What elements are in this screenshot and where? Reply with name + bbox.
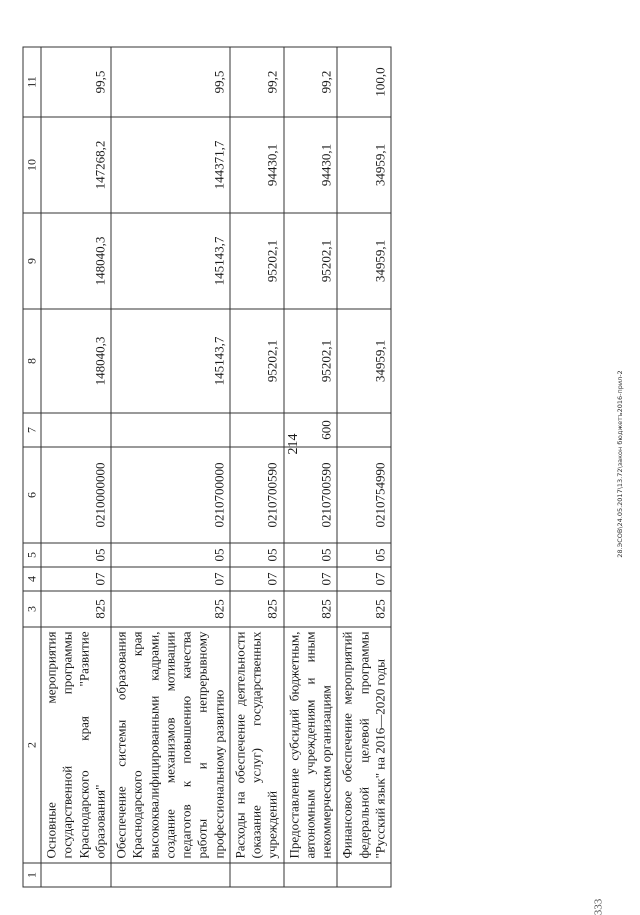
header-cell: 7 [23,413,41,447]
row-ved: 825 [284,591,338,627]
row-pr: 05 [230,543,284,567]
row-csr: 0210000000 [41,447,111,543]
header-cell: 9 [23,213,41,309]
table-row [230,47,284,887]
row-isp: 94430,1 [284,117,338,213]
row-rz: 07 [284,567,338,591]
row-rz: 07 [111,567,230,591]
row-utv: 95202,1 [230,213,284,309]
row-rz: 07 [337,567,391,591]
corner-mark: 333 [591,898,604,915]
row-pct: 99,5 [41,47,111,117]
header-cell: 5 [23,543,41,567]
row-number [111,863,230,887]
row-ved: 825 [230,591,284,627]
row-number [41,863,111,887]
table-row [111,47,230,887]
row-pct: 99,2 [284,47,338,117]
header-cell: 3 [23,591,41,627]
row-name: Обеспечение системы образования Краснодарского края высококвалифицированными кадрами, создание механизмов мотивации педагогов к повышению качества работы и непрерывному профессиональному развитию [111,627,230,863]
row-pr: 05 [284,543,338,567]
header-cell: 1 [23,863,41,887]
header-cell: 6 [23,447,41,543]
row-utv: 145143,7 [111,213,230,309]
page-number: 214 [286,433,301,455]
row-pct: 99,5 [111,47,230,117]
table-row [41,47,111,887]
table-row [337,47,391,887]
budget-table-container [23,48,558,888]
table-row [284,47,338,887]
row-plan: 148040,3 [41,309,111,413]
row-rz: 07 [41,567,111,591]
row-pct: 99,2 [230,47,284,117]
footer-file-path: 28.ЭСОВ\24.05.2017\13.72\закон бюджетъ2016-прил-2 [616,370,624,558]
row-pr: 05 [111,543,230,567]
row-vr [41,413,111,447]
row-ved: 825 [111,591,230,627]
row-csr: 0210700000 [111,447,230,543]
row-name: Расходы на обеспечение деятельности (оказание услуг) государственных учреждений [230,627,284,863]
row-pct: 100,0 [337,47,391,117]
header-cell: 4 [23,567,41,591]
header-cell: 8 [23,309,41,413]
row-utv: 95202,1 [284,213,338,309]
header-cell: 10 [23,117,41,213]
row-csr: 0210700590 [230,447,284,543]
row-vr: 600 [284,413,338,447]
header-cell: 11 [23,47,41,117]
row-plan: 95202,1 [284,309,338,413]
row-plan: 95202,1 [230,309,284,413]
row-pr: 05 [337,543,391,567]
row-number [284,863,338,887]
row-isp: 147268,2 [41,117,111,213]
row-vr [230,413,284,447]
row-rz: 07 [230,567,284,591]
row-isp: 144371,7 [111,117,230,213]
budget-table [23,47,392,888]
header-cell: 2 [23,627,41,863]
row-ved: 825 [41,591,111,627]
row-plan: 34959,1 [337,309,391,413]
row-isp: 34959,1 [337,117,391,213]
row-csr: 0210700590 [284,447,338,543]
row-number [230,863,284,887]
row-isp: 94430,1 [230,117,284,213]
row-ved: 825 [337,591,391,627]
row-name: Предоставление субсидий бюджетным, автономным учреждениям и иным некоммерческим организациям [284,627,338,863]
row-vr [111,413,230,447]
row-number [337,863,391,887]
row-utv: 148040,3 [41,213,111,309]
table-header-row [23,47,41,887]
row-plan: 145143,7 [111,309,230,413]
row-pr: 05 [41,543,111,567]
row-name: Основные мероприятия государственной программы Краснодарского края "Развитие образования" [41,627,111,863]
row-csr: 0210754990 [337,447,391,543]
row-name: Финансовое обеспечение мероприятий федеральной целевой программы "Русский язык" на 2016—2020 годы [337,627,391,863]
row-utv: 34959,1 [337,213,391,309]
row-vr [337,413,391,447]
